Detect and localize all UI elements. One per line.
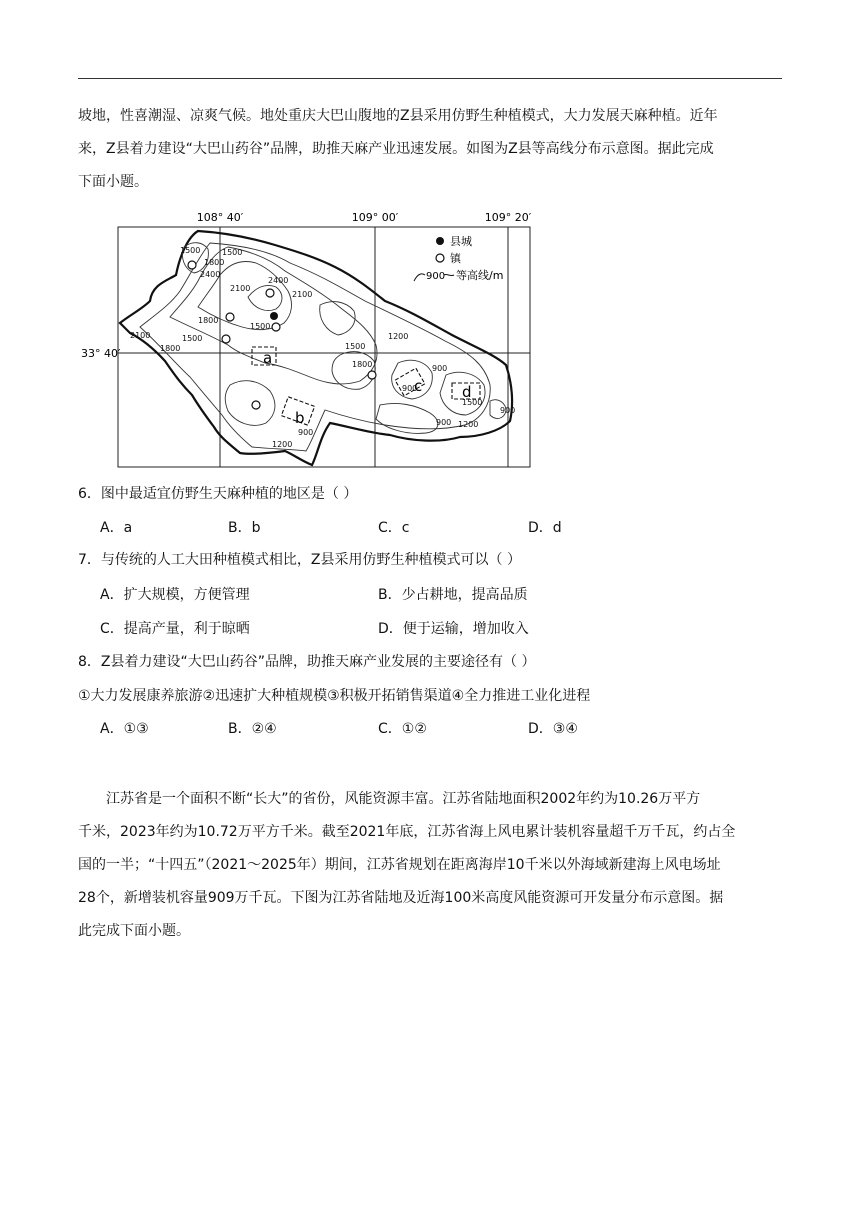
legend-town-marker: [436, 254, 444, 262]
svg-text:1200: 1200: [388, 332, 409, 341]
intro1-line: 来，Z县着力建设“大巴山药谷”品牌，助推天麻产业迅速发展。如图为Z县等高线分布示意图。据此完成: [78, 141, 714, 157]
svg-text:2100: 2100: [292, 290, 313, 299]
svg-text:1200: 1200: [272, 440, 293, 449]
intro2-line: 28个，新增装机容量909万千瓦。下图为江苏省陆地及近海100米高度风能资源可开发量分布示意图。据: [78, 890, 724, 906]
intro2-line: 国的一半；“十四五”（2021～2025年）期间，江苏省规划在距离海岸10千米以外海域新建海上风电场址: [78, 857, 721, 873]
question-7-stem: 7．与传统的人工大田种植模式相比，Z县采用仿野生种植模式可以（ ）: [78, 552, 521, 568]
svg-text:900: 900: [402, 384, 418, 393]
svg-text:1500: 1500: [222, 248, 243, 257]
question-8-option-c[interactable]: C．①②: [378, 721, 427, 737]
lon-label: 109° 00′: [351, 211, 399, 224]
legend-county-marker: [436, 237, 444, 245]
intro2-line: 此完成下面小题。: [78, 923, 190, 939]
svg-text:2400: 2400: [268, 276, 289, 285]
svg-text:1500: 1500: [250, 322, 271, 331]
legend-contour-label: 等高线/m: [456, 269, 504, 282]
svg-text:1800: 1800: [204, 258, 225, 267]
svg-text:900: 900: [436, 418, 452, 427]
question-7-option-a[interactable]: A．扩大规模，方便管理: [100, 587, 250, 603]
svg-text:1500: 1500: [462, 398, 483, 407]
lat-label: 33° 40′: [81, 347, 121, 360]
question-7-option-d[interactable]: D．便于运输，增加收入: [378, 621, 529, 637]
intro2-line: 千米，2023年约为10.72万平方千米。截至2021年底，江苏省海上风电累计装机容量超千万千瓦，约占全: [78, 824, 736, 840]
question-6-option-b[interactable]: B．b: [228, 520, 261, 536]
legend-town-label: 镇: [450, 252, 461, 265]
svg-text:1800: 1800: [352, 360, 373, 369]
intro1-line: 下面小题。: [78, 174, 148, 190]
svg-text:1200: 1200: [458, 420, 479, 429]
legend-contour-stroke: [444, 274, 454, 275]
svg-text:1500: 1500: [345, 342, 366, 351]
intro-paragraph-2: [78, 783, 782, 948]
question-8-stem: 8．Z县着力建设“大巴山药谷”品牌，助推天麻产业发展的主要途径有（ ）: [78, 654, 536, 670]
question-8-statements: ①大力发展康养旅游②迅速扩大种植规模③积极开拓销售渠道④全力推进工业化进程: [78, 688, 591, 704]
question-7-option-c[interactable]: C．提高产量，利于晾晒: [100, 621, 250, 637]
svg-text:2100: 2100: [230, 284, 251, 293]
question-6-option-d[interactable]: D．d: [528, 520, 562, 536]
question-8-option-a[interactable]: A．①③: [100, 721, 149, 737]
lon-label: 108° 40′: [196, 211, 244, 224]
area-label-b: b: [295, 409, 305, 427]
area-label-d: d: [462, 383, 472, 401]
legend-contour-stroke: [414, 274, 425, 281]
county-seat-marker: [270, 312, 278, 320]
question-6-option-a[interactable]: A．a: [100, 520, 133, 536]
question-7-option-b[interactable]: B．少占耕地，提高品质: [378, 587, 528, 603]
svg-text:1800: 1800: [160, 344, 181, 353]
lon-label: 109° 20′: [484, 211, 532, 224]
svg-text:2400: 2400: [200, 270, 221, 279]
contour-map: [80, 205, 540, 475]
intro-paragraph-1: [78, 100, 782, 199]
contour-map-svg: [80, 205, 540, 475]
area-label-c: c: [414, 377, 423, 395]
legend-contour-value: 900: [426, 271, 446, 282]
legend-county-label: 县城: [450, 235, 472, 248]
svg-text:2100: 2100: [130, 331, 151, 340]
question-6-stem: 6．图中最适宜仿野生天麻种植的地区是（ ）: [78, 486, 358, 502]
map-legend: [414, 235, 503, 282]
intro2-line: 江苏省是一个面积不断“长大”的省份，风能资源丰富。江苏省陆地面积2002年约为10.26万平方: [106, 791, 701, 807]
question-8-option-b[interactable]: B．②④: [228, 721, 277, 737]
svg-text:900: 900: [298, 428, 314, 437]
svg-text:1500: 1500: [180, 246, 201, 255]
question-6-option-c[interactable]: C．c: [378, 520, 410, 536]
svg-text:1800: 1800: [198, 316, 219, 325]
header-rule: [78, 78, 782, 79]
intro1-line: 坡地，性喜潮湿、凉爽气候。地处重庆大巴山腹地的Z县采用仿野生种植模式，大力发展天麻种植。近年: [78, 108, 718, 124]
svg-text:900: 900: [500, 406, 516, 415]
svg-text:1500: 1500: [182, 334, 203, 343]
area-label-a: a: [263, 349, 273, 367]
svg-text:900: 900: [432, 364, 448, 373]
question-8-option-d[interactable]: D．③④: [528, 721, 578, 737]
